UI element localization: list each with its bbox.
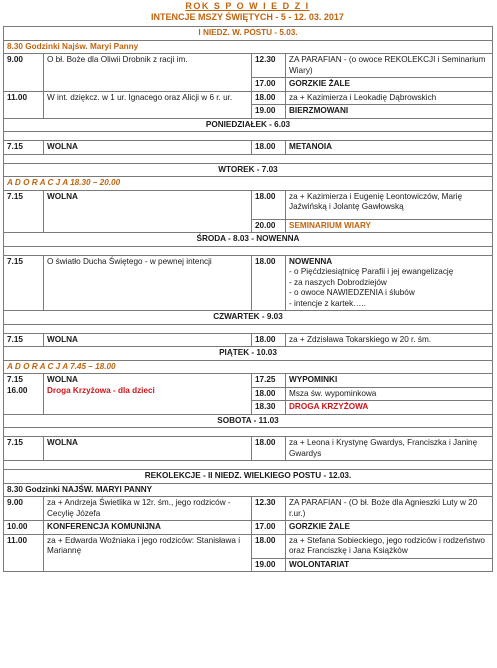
mass-time: 18.00 (252, 534, 286, 558)
mass-time: 9.00 (4, 54, 44, 92)
day-heading: REKOLEKCJE - II NIEDZ. WIELKIEGO POSTU - 12.03. (4, 470, 493, 484)
note-text: 8.30 Godzinki Najśw. Maryi Panny (7, 41, 139, 51)
mass-intention: W int. dziękcz. w 1 ur. Ignacego oraz Alicji w 6 r. ur. (44, 91, 252, 118)
mass-time: 7.15 (4, 190, 44, 233)
spacer-row (4, 132, 493, 141)
day-heading: I NIEDZ. W. POSTU - 5.03. (4, 27, 493, 41)
mass-time: 17.00 (252, 78, 286, 92)
mass-intention: za + Kazimierza i Eugenię Leontowiczów, Marię Jaźwińską i Jolantę Gawłowską (286, 190, 493, 219)
mass-intention: ZA PARAFIAN - (o owoce REKOLEKCJI i Seminarium Wiary) (286, 54, 493, 78)
mass-intention: WOLNA (44, 190, 252, 233)
mass-intention: KONFERENCJA KOMUNIJNA (44, 521, 252, 535)
mass-intention: O światło Ducha Świętego - w pewnej intencji (44, 255, 252, 311)
mass-time: 18.00 (252, 437, 286, 461)
mass-intention: SEMINARIUM WIARY (286, 219, 493, 233)
day-heading: CZWARTEK - 9.03 (4, 311, 493, 325)
mass-intention: METANOIA (286, 141, 493, 155)
mass-intention: WYPOMINKI (286, 374, 493, 388)
mass-intention: za + Stefana Sobieckiego, jego rodziców i rodzeństwo oraz Franciszkę i Jana Książków (286, 534, 493, 558)
table-row (4, 255, 493, 311)
note-row: 8.30 Godzinki NAJŚW. MARYI PANNY (4, 483, 493, 497)
mass-time: 18.00 (252, 387, 286, 401)
mass-time: 11.00 (4, 534, 44, 572)
mass-time: 20.00 (252, 219, 286, 233)
spacer-row (4, 461, 493, 470)
table-row (4, 190, 493, 219)
mass-time: 18.00 (252, 91, 286, 105)
mass-intention: Msza św. wypominkowa (286, 387, 493, 401)
novena-title: NOWENNA (289, 256, 333, 266)
mass-time: 12.30 (252, 54, 286, 78)
novena-item: - o Pięćdziesiątnicę Parafii i jej ewangelizację (289, 267, 454, 276)
mass-intention: WOLNA (44, 141, 252, 155)
mass-time: 10.00 (4, 521, 44, 535)
spacer-row (4, 154, 493, 163)
day-heading: WTOREK - 7.03 (4, 163, 493, 177)
mass-intention: WOLNA (44, 333, 252, 347)
table-row (4, 54, 493, 78)
table-row (4, 534, 493, 558)
adoration-row: A D O R A C J A 18.30 – 20.00 (4, 177, 493, 191)
day-heading: PONIEDZIAŁEK - 6.03 (4, 118, 493, 132)
mass-time: 11.00 (4, 91, 44, 118)
mass-time: 16.00 (7, 385, 28, 395)
mass-intention: DROGA KRZYŻOWA (286, 401, 493, 415)
mass-intention: WOLONTARIAT (286, 558, 493, 572)
mass-intention-cell (44, 374, 252, 415)
novena-item: - o owoce NAWIEDZENIA i ślubów (289, 288, 415, 297)
mass-time: 17.00 (252, 521, 286, 535)
intentions-table (3, 26, 493, 572)
mass-intention: GORZKIE ŻALE (286, 521, 493, 535)
mass-intention: za + Edwarda Woźniaka i jego rodziców: Stanisława i Mariannę (44, 534, 252, 572)
table-row (4, 521, 493, 535)
mass-time: 7.15 (4, 333, 44, 347)
spacer-row (4, 246, 493, 255)
mass-time: 19.00 (252, 558, 286, 572)
mass-intention: za + Kazimierza i Leokadię Dąbrowskich (286, 91, 493, 105)
novena-list (286, 255, 493, 311)
mass-time: 18.00 (252, 141, 286, 155)
table-row (4, 91, 493, 105)
mass-time: 18.00 (252, 333, 286, 347)
mass-time-cell (4, 374, 44, 415)
mass-intention: Droga Krzyżowa - dla dzieci (47, 385, 155, 395)
mass-intention: O bł. Boże dla Oliwii Drobnik z racji im. (44, 54, 252, 92)
novena-item: - intencje z kartek….. (289, 298, 366, 308)
day-heading: SOBOTA - 11.03 (4, 414, 493, 428)
mass-time: 12.30 (252, 497, 286, 521)
adoration-row: A D O R A C J A 7.45 – 18.00 (4, 360, 493, 374)
mass-intention: za + Andrzeja Świetlika w 12r. śm., jego rodziców - Cecylię Józefa (44, 497, 252, 521)
mass-time: 9.00 (4, 497, 44, 521)
mass-intention: WOLNA (44, 437, 252, 461)
mass-intention: WOLNA (47, 375, 78, 384)
mass-intention: za + Zdzisława Tokarskiego w 20 r. śm. (286, 333, 493, 347)
spacer-row (4, 428, 493, 437)
mass-time: 7.15 (4, 437, 44, 461)
spacer-row (4, 324, 493, 333)
day-heading: PIĄTEK - 10.03 (4, 347, 493, 361)
table-row (4, 374, 493, 388)
table-row (4, 333, 493, 347)
mass-time: 18.00 (252, 255, 286, 311)
page-subtitle: INTENCJE MSZY ŚWIĘTYCH - 5 - 12. 03. 2017 (151, 12, 344, 22)
mass-time: 7.15 (4, 141, 44, 155)
mass-time: 7.15 (7, 375, 23, 384)
mass-time: 17.25 (252, 374, 286, 388)
mass-intention: GORZKIE ŻALE (286, 78, 493, 92)
mass-time: 19.00 (252, 105, 286, 119)
page-title: ROK S P O W I E D Z I (185, 1, 310, 11)
note-row (4, 40, 493, 54)
mass-intention: za + Leona i Krystynę Gwardys, Franciszka i Janinę Gwardys (286, 437, 493, 461)
mass-time: 18.30 (252, 401, 286, 415)
table-row (4, 141, 493, 155)
table-row (4, 437, 493, 461)
day-heading: ŚRODA - 8.03 - NOWENNA (4, 233, 493, 247)
mass-time: 7.15 (4, 255, 44, 311)
mass-intention: ZA PARAFIAN - (O bł. Boże dla Agnieszki Luty w 20 r.ur.) (286, 497, 493, 521)
table-row (4, 497, 493, 521)
mass-intention: BIERZMOWANI (286, 105, 493, 119)
mass-time: 18.00 (252, 190, 286, 219)
novena-item: - za naszych Dobrodziejów (289, 277, 387, 287)
